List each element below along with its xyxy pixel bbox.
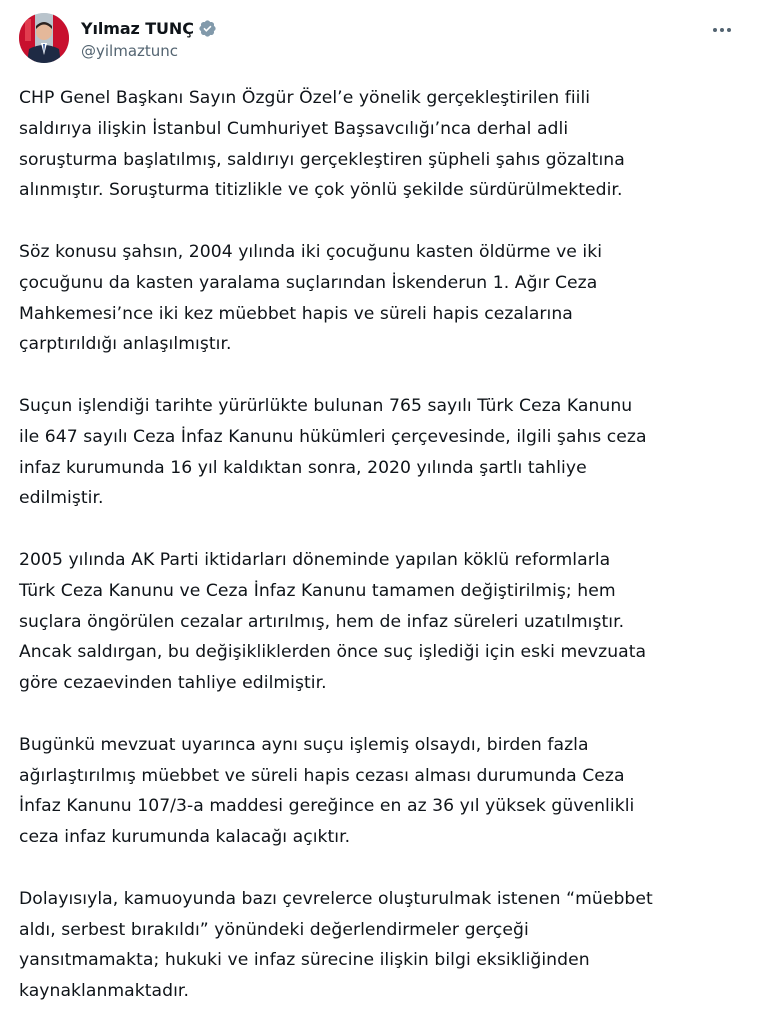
more-options-button[interactable]: [707, 19, 737, 41]
display-name-row: [81, 17, 217, 39]
tweet-paragraph: Bugünkü mevzuat uyarınca aynı suçu işlemiş olsaydı, birden fazla ağırlaştırılmış müebbet ve süreli hapis cezası alması durumunda Ceza İnfaz Kanunu 107/3-a maddesi gereğince en az 36 yıl yüksek güvenlikli ceza infaz kurumunda kalacağı açıktır.: [19, 734, 635, 848]
avatar-photo-icon: [19, 13, 69, 63]
author-names: [81, 17, 217, 60]
tweet-paragraph: CHP Genel Başkanı Sayın Özgür Özel’e yönelik gerçekleştirilen fiili saldırıya ilişkin İstanbul Cumhuriyet Başsavcılığı’nca derhal adli soruşturma başlatılmış, saldırıyı gerçekleştiren şüpheli şahıs gözaltına alınmıştır. Soruşturma titizlikle ve çok yönlü şekilde sürdürülmektedir.: [19, 88, 625, 201]
author-handle[interactable]: @yilmaztunc: [81, 42, 179, 60]
tweet-header: [19, 13, 749, 69]
tweet-paragraph: Söz konusu şahsın, 2004 yılında iki çocuğunu kasten öldürme ve iki çocuğunu da kasten yaralama suçlarından İskenderun 1. Ağır Ceza Mahkemesi’nce iki kez müebbet hapis ve süreli hapis cezalarına çarptırıldığı anlaşılmıştır.: [19, 241, 603, 355]
tweet-paragraph: Dolayısıyla, kamuoyunda bazı çevrelerce oluşturulmak istenen “müebbet aldı, serbest bırakıldı” yönündeki değerlendirmeler gerçeği yansıtmamakta; hukuki ve infaz sürecine ilişkin bilgi eksikliğinden kaynaklanmaktadır.: [19, 888, 653, 1002]
tweet-paragraph: 2005 yılında AK Parti iktidarları döneminde yapılan köklü reformlarla Türk Ceza Kanunu ve Ceza İnfaz Kanunu tamamen değiştirilmiş; hem suçlara öngörülen cezalar artırılmış, hem de infaz süreleri uzatılmıştır. Ancak saldırgan, bu değişikliklerden önce suç işlediği için eski mevzuata göre cezaevinden tahliye edilmiştir.: [19, 549, 647, 694]
author-display-name[interactable]: Yılmaz TUNÇ: [81, 18, 194, 38]
avatar[interactable]: [19, 13, 69, 63]
verified-badge-icon[interactable]: [198, 19, 217, 38]
more-horizontal-icon: [712, 27, 732, 33]
tweet-paragraph: Suçun işlendiği tarihte yürürlükte bulunan 765 sayılı Türk Ceza Kanunu ile 647 sayılı Ceza İnfaz Kanunu hükümleri çerçevesinde, ilgili şahıs ceza infaz kurumunda 16 yıl kaldıktan sonra, 2020 yılında şartlı tahliye edilmiştir.: [19, 395, 647, 509]
tweet-text: [19, 83, 754, 1007]
